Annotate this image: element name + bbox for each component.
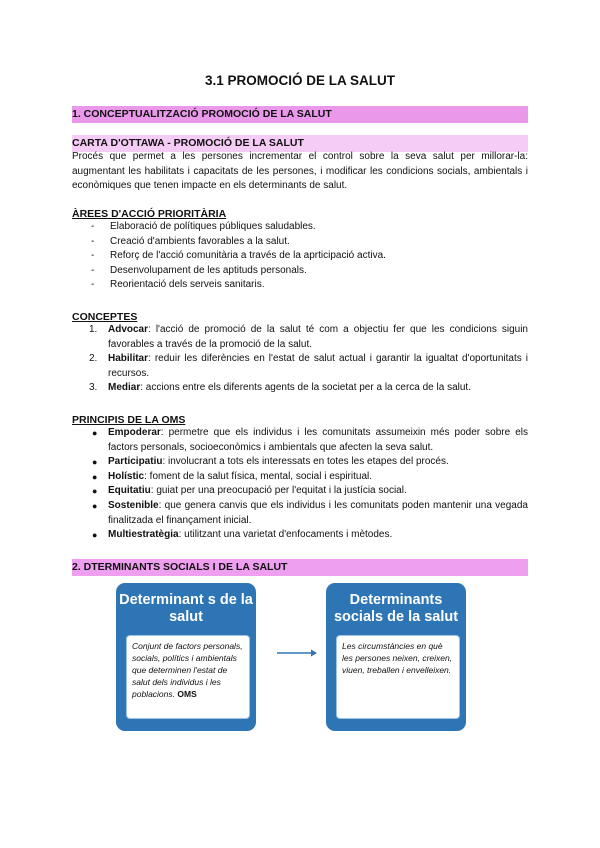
concept-text: : l'acció de promoció de la salut té com a objectiu fer que les condicions siguin favorables a través de la promoció de la salut. (108, 324, 528, 350)
page-title: 3.1 PROMOCIÓ DE LA SALUT (204, 73, 395, 88)
item-number: 1. (89, 324, 98, 335)
principi-term: Sostenible (108, 499, 159, 511)
dash-marker: - (91, 235, 95, 247)
arees-item (72, 264, 528, 279)
bullet-icon: ● (92, 530, 98, 541)
carta-paragraph: Procés que permet a les persones incrementar el control sobre la seva salut per millorar-la: augmentant les habilitats i capacitats de les persones, i modificar les condicions socials, ambientals i econòmiques que tenen impacte en els determinants de salut. (72, 151, 528, 192)
section1-heading: 1. CONCEPTUALITZACIÓ PROMOCIÓ DE LA SALUT (72, 106, 528, 123)
principi-term: Multiestratègia (108, 529, 179, 541)
dash-marker: - (91, 264, 95, 276)
conceptes-item (72, 381, 528, 396)
conceptes-block (72, 311, 528, 396)
principi-term: Participatiu (108, 456, 163, 468)
bullet-icon: ● (92, 428, 98, 438)
principis-item (72, 426, 528, 455)
item-number: 3. (89, 382, 98, 394)
principis-item (72, 455, 528, 470)
concept-term: Mediar (108, 382, 141, 394)
section2-heading: 2. DTERMINANTS SOCIALS I DE LA SALUT (72, 559, 528, 576)
card1-title: Determinant s de la salut (119, 592, 253, 625)
arees-block (72, 208, 528, 293)
carta-text (72, 150, 528, 194)
arees-item (72, 278, 528, 293)
principi-text: : foment de la salut física, mental, social i espiritual. (144, 470, 373, 482)
dash-marker: - (91, 221, 95, 232)
principis-item (72, 484, 528, 499)
concept-term: Habilitar (108, 353, 149, 365)
arees-item (72, 220, 528, 235)
bullet-icon: ● (92, 500, 98, 511)
principis-block (72, 414, 528, 543)
arrow-right-icon (277, 648, 317, 658)
bullet-icon: ● (92, 457, 98, 468)
card1-source: OMS (177, 689, 197, 699)
determinants-diagram (116, 583, 484, 731)
principi-term: Empoderar (108, 427, 161, 438)
principis-item (72, 499, 528, 528)
arees-item (72, 235, 528, 250)
conceptes-list (72, 323, 528, 396)
arees-item-text: Creació d'ambients favorables a la salut. (110, 235, 290, 247)
conceptes-item (72, 323, 528, 352)
conceptes-item (72, 352, 528, 381)
principi-text: : que genera canvis que els individus i les comunitats poden mantenir una vegada finalitzada el finançament inicial. (108, 499, 528, 526)
dash-marker: - (91, 279, 95, 291)
concept-term: Advocar (108, 324, 149, 335)
principi-text: : guiat per una preocupació per l'equitat i la justícia social. (150, 485, 407, 497)
card2-body-text: Les circumstàncies en què les persones neixen, creixen, viuen, treballen i envelleixen. (342, 641, 453, 675)
principi-term: Equitatiu (108, 485, 151, 497)
arees-list (72, 220, 528, 293)
dash-marker: - (91, 250, 95, 262)
arees-item-text: Desenvolupament de les aptituds personals. (110, 264, 307, 276)
item-number: 2. (89, 353, 98, 365)
arees-heading: ÀREES D'ACCIÓ PRIORITÀRIA (72, 208, 227, 220)
principis-item (72, 470, 528, 485)
carta-heading: CARTA D'OTTAWA - PROMOCIÓ DE LA SALUT (72, 135, 528, 152)
arees-item (72, 249, 528, 264)
concept-text: : accions entre els diferents agents de la societat per a la cerca de la salut. (140, 382, 471, 394)
arees-item-text: Elaboració de polítiques públiques saludables. (110, 221, 316, 232)
principi-text: : permetre que els individus i les comunitats assumeixin més poder sobre els factors personals, socioeconòmics i ambientals que afecten la seva salut. (108, 427, 528, 453)
principi-text: : involucrant a tots els interessats en totes les etapes del procés. (162, 456, 449, 468)
card1-body-text: Conjunt de factors personals, socials, polítics i ambientals que determinen l'estat de salut dels individus i les poblacions. (132, 641, 243, 699)
card-determinants-salut (116, 583, 256, 731)
card2-body (336, 635, 460, 719)
principis-list (72, 426, 528, 543)
card-determinants-socials (326, 583, 466, 731)
principi-term: Holístic (108, 470, 145, 482)
principis-heading: PRINCIPIS DE LA OMS (72, 414, 186, 426)
principis-item (72, 528, 528, 543)
bullet-icon: ● (92, 486, 98, 497)
conceptes-heading: CONCEPTES (72, 311, 138, 323)
arees-item-text: Reforç de l'acció comunitària a través de la aprticipació activa. (110, 250, 386, 262)
bullet-icon: ● (92, 471, 98, 482)
principi-text: : utilitzant una varietat d'enfocaments i mètodes. (178, 529, 393, 541)
concept-text: : reduir les diferències en l'estat de salut actual i garantir la igualtat d'oportunitats i recursos. (108, 353, 528, 379)
arees-item-text: Reorientació dels serveis sanitaris. (110, 279, 265, 291)
card1-body (126, 635, 250, 719)
card2-title: Determinants socials de la salut (333, 592, 459, 625)
